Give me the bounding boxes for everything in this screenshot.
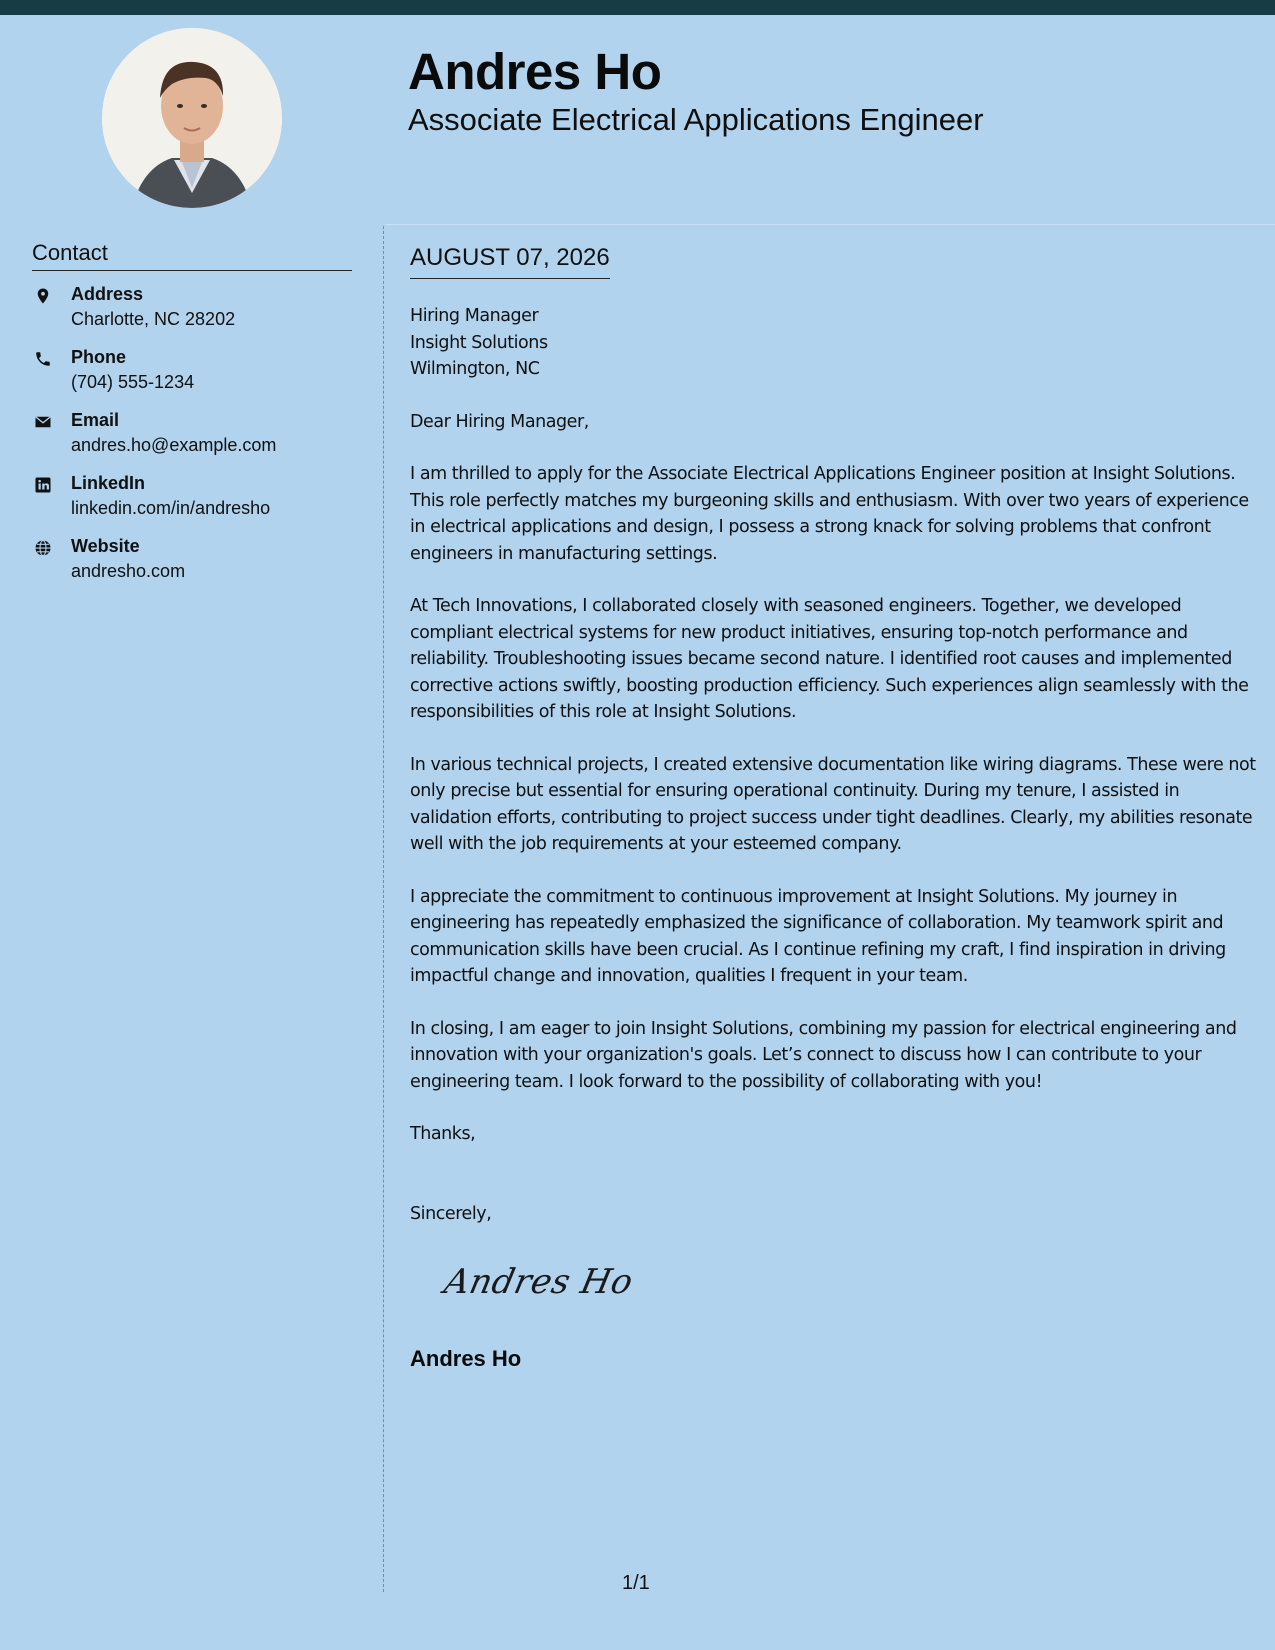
contact-list [32,284,362,599]
column-divider [383,226,384,1592]
linkedin-icon [34,476,52,494]
salutation: Dear Hiring Manager, [410,411,589,432]
phone-icon [34,350,52,368]
applicant-title: Associate Electrical Applications Engineer [408,102,984,137]
signed-name: Andres Ho [410,1346,522,1371]
globe-icon [34,539,52,557]
map-pin-icon [34,287,52,305]
closing-sincerely: Sincerely, [410,1203,492,1224]
contact-label: LinkedIn [71,473,146,493]
letter-body [410,303,1256,1227]
letter-paragraph: At Tech Innovations, I collaborated closely with seasoned engineers. Together, we developed compliant electrical systems for new product initiatives, ensuring top-notch performance and reliability. Troubleshooting issues became second nature. I identified root causes and implemented corrective actions swiftly, boosting production efficiency. Such experiences align seamlessly with the responsibilities of this role at Insight Solutions. [410,596,1249,722]
contact-label: Email [71,410,120,430]
recipient-line: Insight Solutions [410,332,548,353]
recipient-line: Hiring Manager [410,306,539,326]
envelope-icon [34,413,52,431]
closing-thanks: Thanks, [410,1124,476,1144]
top-accent-bar [0,0,1275,15]
applicant-name: Andres Ho [408,43,662,100]
contact-value: (704) 555-1234 [71,372,195,392]
contact-label: Website [71,536,140,556]
profile-photo [102,28,282,208]
contact-heading: Contact [32,240,352,271]
handwritten-signature: Andres Ho [440,1262,637,1302]
portrait-image [102,28,282,208]
page-number: 1/1 [622,1572,650,1594]
contact-item-linkedin [32,473,362,536]
letter-paragraph: In various technical projects, I created extensive documentation like wiring diagrams. These were not only precise but essential for ensuring operational continuity. During my tenure, I assisted in validation efforts, contributing to project success under tight deadlines. Clearly, my abilities resonate well with the job requirements at your esteemed company. [410,754,1256,854]
recipient-block [410,303,1256,383]
letter-paragraph: In closing, I am eager to join Insight Solutions, combining my passion for electrical engineering and innovation with your organization's goals. Let’s connect to discuss how I can contribute to your engineering team. I look forward to the possibility of collaborating with you! [410,1018,1237,1092]
contact-value: andresho.com [71,561,186,581]
letter-paragraph: I am thrilled to apply for the Associate Electrical Applications Engineer position at Insight Solutions. This role perfectly matches my burgeoning skills and enthusiasm. With over two years of experience in electrical applications and design, I possess a strong knack for solving problems that confront engineers in manufacturing settings. [410,464,1249,564]
recipient-line: Wilmington, NC [410,359,540,379]
contact-item-website [32,536,362,599]
contact-value: Charlotte, NC 28202 [71,309,236,329]
letter-paragraph: I appreciate the commitment to continuous improvement at Insight Solutions. My journey in engineering has repeatedly emphasized the significance of collaboration. My teamwork spirit and communication skills have been crucial. As I continue refining my craft, I find inspiration in driving impactful change and innovation, qualities I frequent in your team. [410,886,1226,986]
contact-label: Address [71,284,144,304]
letter-date: AUGUST 07, 2026 [410,244,610,279]
header-divider [385,224,1275,225]
contact-label: Phone [71,347,127,367]
contact-item-address [32,284,362,347]
contact-item-email [32,410,362,473]
contact-value: linkedin.com/in/andresho [71,498,271,518]
contact-item-phone [32,347,362,410]
contact-value: andres.ho@example.com [71,435,277,455]
